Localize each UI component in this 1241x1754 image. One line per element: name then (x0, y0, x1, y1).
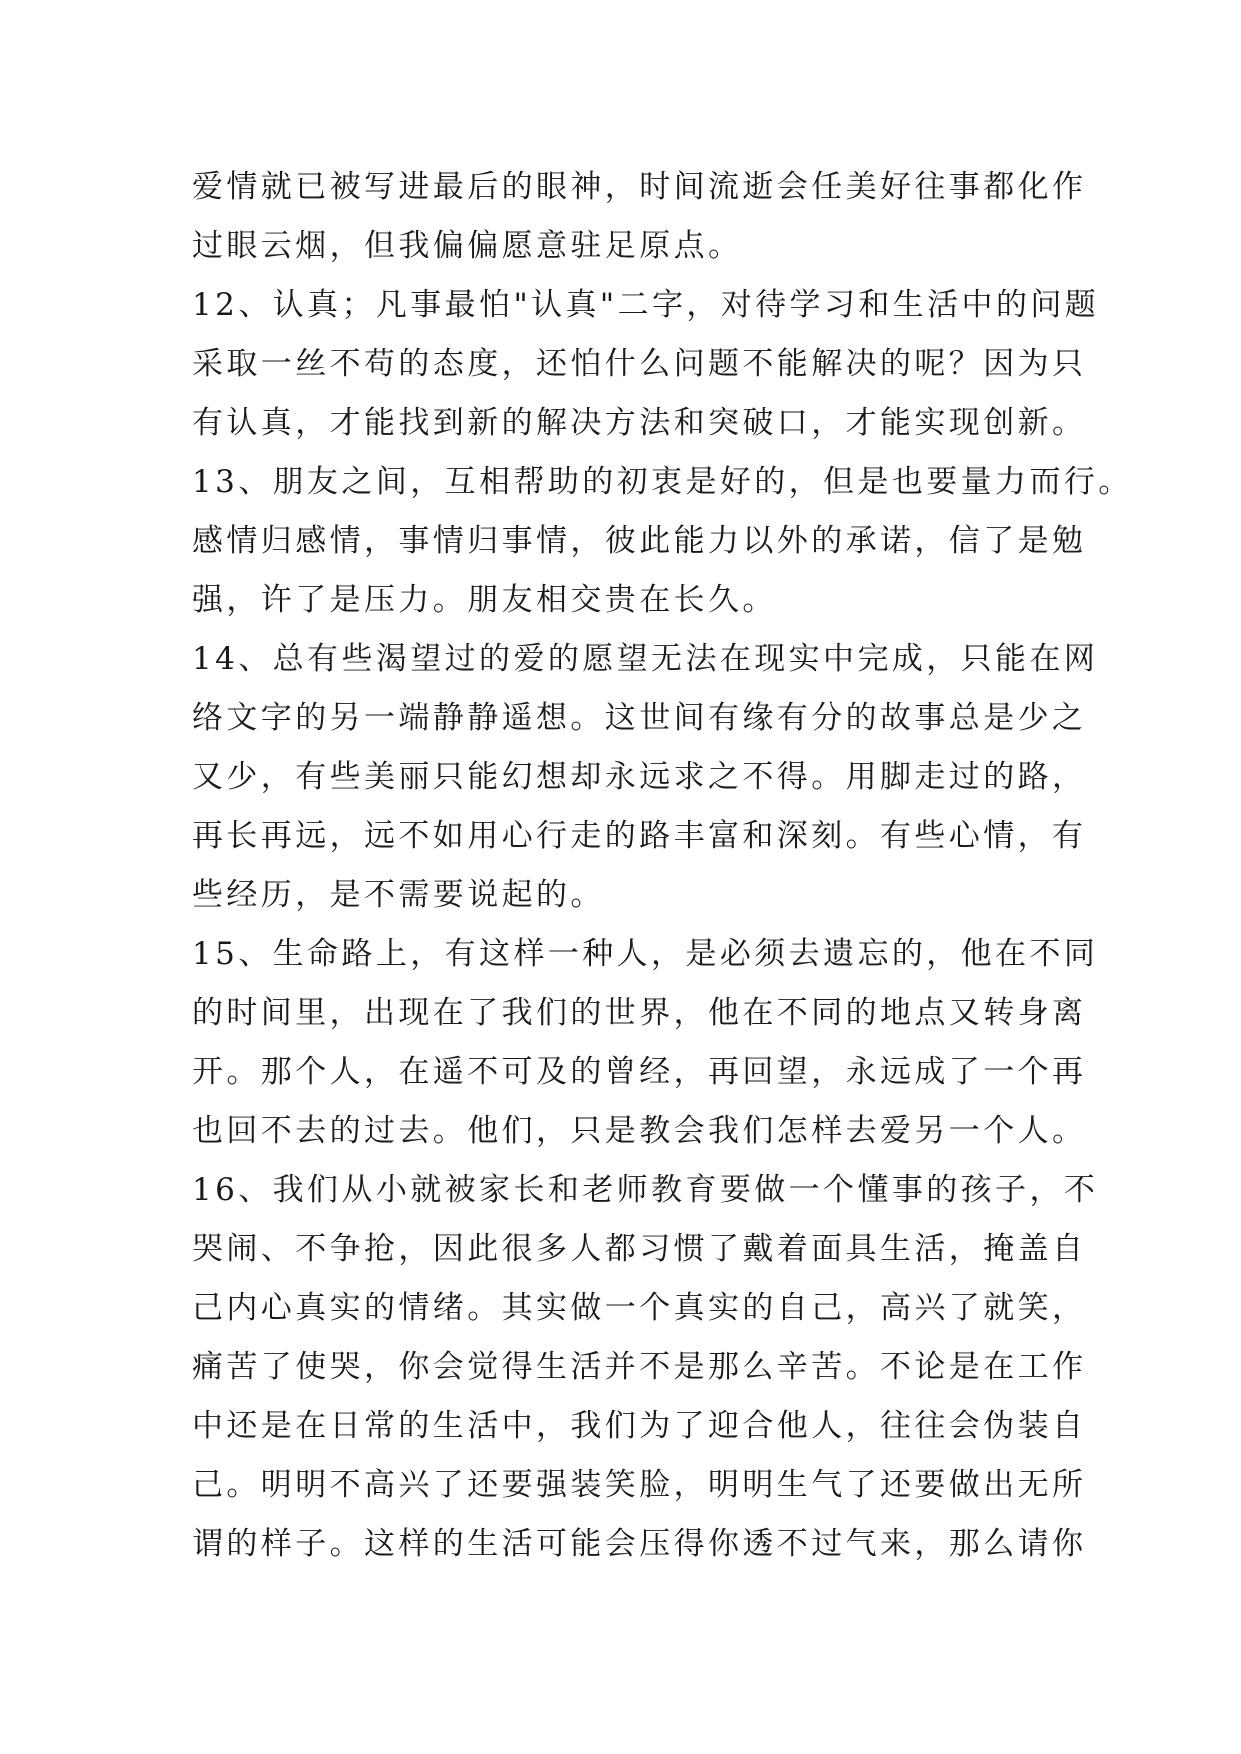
document-body (192, 158, 1133, 1574)
text-line: 也回不去的过去。他们，只是教会我们怎样去爱另一个人。 (192, 1113, 1087, 1149)
text-line: 中还是在日常的生活中，我们为了迎合他人，往往会伪装自 (192, 1408, 1087, 1444)
text-line: 感情归感情，事情归事情，彼此能力以外的承诺，信了是勉 (192, 523, 1087, 559)
text-line: 过眼云烟，但我偏偏愿意驻足原点。 (192, 228, 743, 264)
text-line: 己。明明不高兴了还要强装笑脸，明明生气了还要做出无所 (192, 1467, 1087, 1503)
text-line: 15、生命路上，有这样一种人，是必须去遗忘的，他在不同 (192, 936, 1099, 972)
text-line: 12、认真；凡事最怕"认真"二字，对待学习和生活中的问题 (192, 287, 1100, 323)
text-line: 有认真，才能找到新的解决方法和突破口，才能实现创新。 (192, 405, 1087, 441)
text-line: 又少，有些美丽只能幻想却永远求之不得。用脚走过的路， (192, 759, 1087, 795)
text-line: 强，许了是压力。朋友相交贵在长久。 (192, 582, 777, 618)
text-line: 再长再远，远不如用心行走的路丰富和深刻。有些心情，有 (192, 818, 1087, 854)
text-line: 采取一丝不苟的态度，还怕什么问题不能解决的呢？因为只 (192, 346, 1087, 382)
text-line: 爱情就已被写进最后的眼神，时间流逝会任美好往事都化作 (192, 169, 1087, 205)
text-line: 痛苦了使哭，你会觉得生活并不是那么辛苦。不论是在工作 (192, 1349, 1087, 1385)
text-line: 哭闹、不争抢，因此很多人都习惯了戴着面具生活，掩盖自 (192, 1231, 1087, 1267)
text-line: 开。那个人，在遥不可及的曾经，再回望，永远成了一个再 (192, 1054, 1087, 1090)
text-line: 16、我们从小就被家长和老师教育要做一个懂事的孩子，不 (192, 1172, 1099, 1208)
text-line: 己内心真实的情绪。其实做一个真实的自己，高兴了就笑， (192, 1290, 1087, 1326)
text-line: 13、朋友之间，互相帮助的初衷是好的，但是也要量力而行。 (192, 464, 1133, 500)
text-line: 络文字的另一端静静遥想。这世间有缘有分的故事总是少之 (192, 700, 1087, 736)
text-line: 些经历，是不需要说起的。 (192, 877, 605, 913)
text-line: 的时间里，出现在了我们的世界，他在不同的地点又转身离 (192, 995, 1087, 1031)
text-line: 谓的样子。这样的生活可能会压得你透不过气来，那么请你 (192, 1526, 1087, 1562)
text-line: 14、总有些渴望过的爱的愿望无法在现实中完成，只能在网 (192, 641, 1099, 677)
